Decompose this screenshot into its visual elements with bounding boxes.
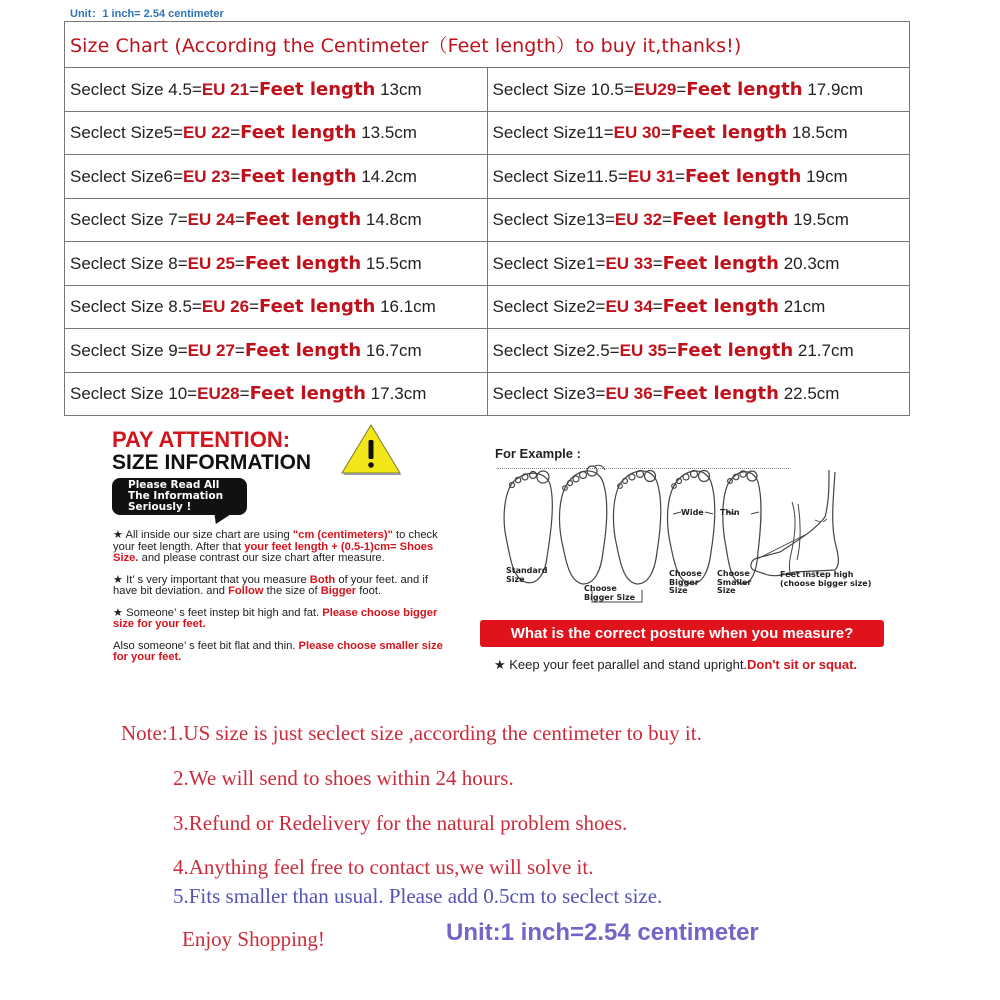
size-prefix: Seclect Size 9= — [70, 340, 188, 360]
size-cell-right — [487, 111, 910, 155]
feet-length-value: 13cm — [375, 79, 422, 99]
eu-size: EU 24 — [187, 210, 235, 230]
feet-length-value: 19.5cm — [788, 210, 849, 230]
feet-length-label: Feet length — [684, 165, 802, 187]
size-cell-left — [65, 68, 488, 112]
eu-size: EU29 — [633, 79, 677, 99]
eu-size: EU 33 — [605, 253, 653, 273]
equals-sign: = — [652, 253, 663, 273]
size-chart-row — [65, 155, 910, 199]
size-prefix: Seclect Size2.5= — [492, 340, 620, 360]
long-second-toe-foot-icon — [560, 465, 607, 584]
size-prefix: Seclect Size 8= — [70, 253, 188, 273]
feet-length-value: 14.2cm — [356, 166, 417, 186]
for-example-title: For Example : — [495, 446, 581, 461]
size-prefix: Seclect Size11= — [492, 123, 614, 143]
size-cell-left — [65, 242, 488, 286]
size-cell-right — [487, 285, 910, 329]
size-cell-right — [487, 329, 910, 373]
size-prefix: Seclect Size1= — [492, 253, 606, 273]
equals-sign: = — [230, 166, 241, 186]
feet-length-label: Feet length — [244, 252, 362, 274]
instruction-cm: ★ All inside our size chart are using "cm (centimeters)" to check your feet length. After that your feet length + (0.5-1)cm= Shoes Size. and please contrast our size chart after measure. — [113, 529, 438, 564]
feet-length-label: Feet length — [259, 296, 376, 318]
unit-conversion-top: Unit：1 inch= 2.54 centimeter — [70, 8, 224, 20]
eu-size: EU 23 — [182, 166, 231, 186]
instruction-flat-thin: Also someone’ s feet bit flat and thin. Please choose smaller size for your feet. — [113, 639, 443, 663]
wide-tag: Wide — [681, 508, 704, 517]
size-cell-left — [65, 155, 488, 199]
size-info-instructions — [113, 530, 443, 674]
bubble-line: Seriously ! — [128, 501, 192, 513]
feet-length-value: 17.9cm — [802, 79, 864, 99]
eu-size: EU 22 — [182, 123, 231, 143]
feet-length-label: Feet length — [672, 209, 789, 231]
equals-sign: = — [675, 166, 685, 186]
feet-length-label: Feet length — [686, 78, 803, 100]
size-cell-right — [487, 372, 910, 416]
standard-size-label: Standard Size — [506, 566, 548, 584]
equals-sign: = — [652, 297, 663, 317]
equals-sign: = — [660, 123, 671, 143]
feet-length-label: Feet length — [244, 209, 362, 231]
equals-sign: = — [249, 79, 260, 99]
size-prefix: Seclect Size3= — [492, 384, 606, 404]
feet-length-label: Feet length — [670, 122, 788, 144]
size-prefix: Seclect Size 10= — [70, 384, 198, 404]
size-prefix: Seclect Size5= — [70, 123, 183, 143]
feet-length-value: 16.1cm — [375, 297, 436, 317]
warning-triangle-icon — [340, 423, 402, 475]
feet-length-value: 21.7cm — [793, 340, 854, 360]
equals-sign: = — [234, 340, 245, 360]
equals-sign: = — [249, 297, 260, 317]
feet-length-label: Feet length — [244, 339, 362, 361]
size-prefix: Seclect Size2= — [492, 297, 606, 317]
feet-length-value: 19cm — [801, 166, 848, 186]
note-3: 3.Refund or Redelivery for the natural problem shoes. — [173, 811, 628, 835]
posture-question-banner: What is the correct posture when you measure? — [480, 620, 884, 647]
feet-length-value: 22.5cm — [778, 384, 840, 404]
feet-length-label: Feet length — [249, 383, 366, 405]
enjoy-shopping: Enjoy Shopping! — [182, 927, 325, 951]
size-prefix: Seclect Size 8.5= — [70, 297, 202, 317]
unit-conversion-bottom: Unit:1 inch=2.54 centimeter — [446, 919, 759, 946]
size-chart-row — [65, 372, 910, 416]
feet-length-value: 17.3cm — [365, 384, 427, 404]
posture-instruction: ★ Keep your feet parallel and stand upright.Don't sit or squat. — [494, 657, 858, 672]
equals-sign: = — [676, 79, 687, 99]
thin-choose-smaller-label: Choose Smaller Size — [717, 569, 752, 595]
eu-size: EU 26 — [201, 297, 250, 317]
feet-length-label: Feet length — [662, 296, 779, 318]
feet-length-label: Feet length — [259, 78, 376, 100]
eu-size: EU 35 — [619, 340, 667, 360]
note-2: 2.We will send to shoes within 24 hours. — [173, 766, 514, 790]
pay-attention-title: PAY ATTENTION: — [112, 427, 291, 452]
note-1: Note:1.US size is just seclect size ,according the centimeter to buy it. — [121, 721, 702, 745]
equals-sign: = — [666, 340, 677, 360]
eu-size: EU 34 — [605, 297, 653, 317]
wide-choose-bigger-label: Choose Bigger Size — [669, 569, 702, 595]
feet-length-label: Feet length — [240, 165, 357, 187]
size-cell-left — [65, 285, 488, 329]
size-chart-row — [65, 242, 910, 286]
size-prefix: Seclect Size6= — [70, 166, 183, 186]
size-cell-left — [65, 198, 488, 242]
feet-length-value: 18.5cm — [787, 123, 848, 143]
note-5: 5.Fits smaller than usual. Please add 0.5cm to seclect size. — [173, 884, 663, 908]
eu-size: EU 25 — [187, 253, 235, 273]
equals-sign: = — [234, 253, 245, 273]
equals-sign: = — [662, 210, 673, 230]
instep-high-foot-icon — [751, 470, 838, 576]
feet-length-value: 16.7cm — [361, 340, 422, 360]
size-information-heading: SIZE INFORMATION — [112, 451, 312, 474]
eu-size: EU 30 — [613, 123, 661, 143]
size-cell-right — [487, 242, 910, 286]
equals-sign: = — [239, 384, 250, 404]
instruction-both-feet: ★ It’ s very important that you measure Both of your feet. and if have bit deviation. and Follow the size of Bigger foot. — [113, 573, 428, 597]
eu-size: EU 36 — [605, 384, 653, 404]
size-prefix: Seclect Size13= — [492, 210, 615, 230]
size-cell-left — [65, 329, 488, 373]
equals-sign: = — [234, 210, 245, 230]
bubble-line: The Information — [128, 490, 224, 502]
size-cell-right — [487, 68, 910, 112]
size-chart-table — [64, 21, 910, 416]
equals-sign: = — [230, 123, 241, 143]
thin-tag: Thin — [720, 508, 740, 517]
bubble-line: Please Read All — [128, 479, 220, 491]
instep-high-label: Feet instep high (choose bigger size) — [780, 570, 872, 588]
size-chart-row — [65, 329, 910, 373]
feet-length-value: 15.5cm — [361, 253, 422, 273]
wide-foot-icon — [668, 471, 715, 585]
feet-length-value: 13.5cm — [356, 123, 417, 143]
instruction-high-instep: ★ Someone’ s feet instep bit high and fat. Please choose bigger size for your feet. — [113, 606, 438, 630]
eu-size: EU 31 — [627, 166, 676, 186]
feet-length-value: 20.3cm — [778, 253, 840, 273]
size-cell-right — [487, 198, 910, 242]
note-4: 4.Anything feel free to contact us,we will solve it. — [173, 855, 594, 879]
size-chart-row — [65, 198, 910, 242]
eu-size: EU28 — [197, 384, 240, 404]
feet-length-value: 14.8cm — [361, 210, 422, 230]
feet-length-label: Feet length — [662, 252, 779, 274]
size-chart-row — [65, 68, 910, 112]
size-chart-row — [65, 285, 910, 329]
feet-length-label: Feet length — [240, 122, 357, 144]
feet-length-value: 21cm — [778, 297, 826, 317]
size-prefix: Seclect Size11.5= — [492, 166, 628, 186]
equals-sign: = — [652, 384, 663, 404]
size-chart-title-row — [65, 22, 910, 68]
read-all-speech-bubble — [112, 478, 247, 515]
speech-bubble-tail — [210, 512, 234, 524]
eu-size: EU 27 — [187, 340, 235, 360]
long-big-toe-foot-icon — [613, 471, 660, 585]
feet-length-label: Feet length — [662, 383, 779, 405]
size-chart-title: Size Chart (According the Centimeter（Feet length）to buy it,thanks!) — [65, 22, 910, 68]
choose-bigger-size-label: Choose Bigger Size — [584, 584, 636, 602]
size-cell-left — [65, 111, 488, 155]
size-cell-left — [65, 372, 488, 416]
size-prefix: Seclect Size 7= — [70, 210, 188, 230]
size-chart-row — [65, 111, 910, 155]
size-cell-right — [487, 155, 910, 199]
feet-length-label: Feet length — [676, 339, 794, 361]
eu-size: EU 32 — [614, 210, 663, 230]
eu-size: EU 21 — [201, 79, 250, 99]
size-prefix: Seclect Size 4.5= — [70, 79, 202, 99]
size-prefix: Seclect Size 10.5= — [492, 79, 634, 99]
thin-foot-icon — [723, 471, 761, 584]
